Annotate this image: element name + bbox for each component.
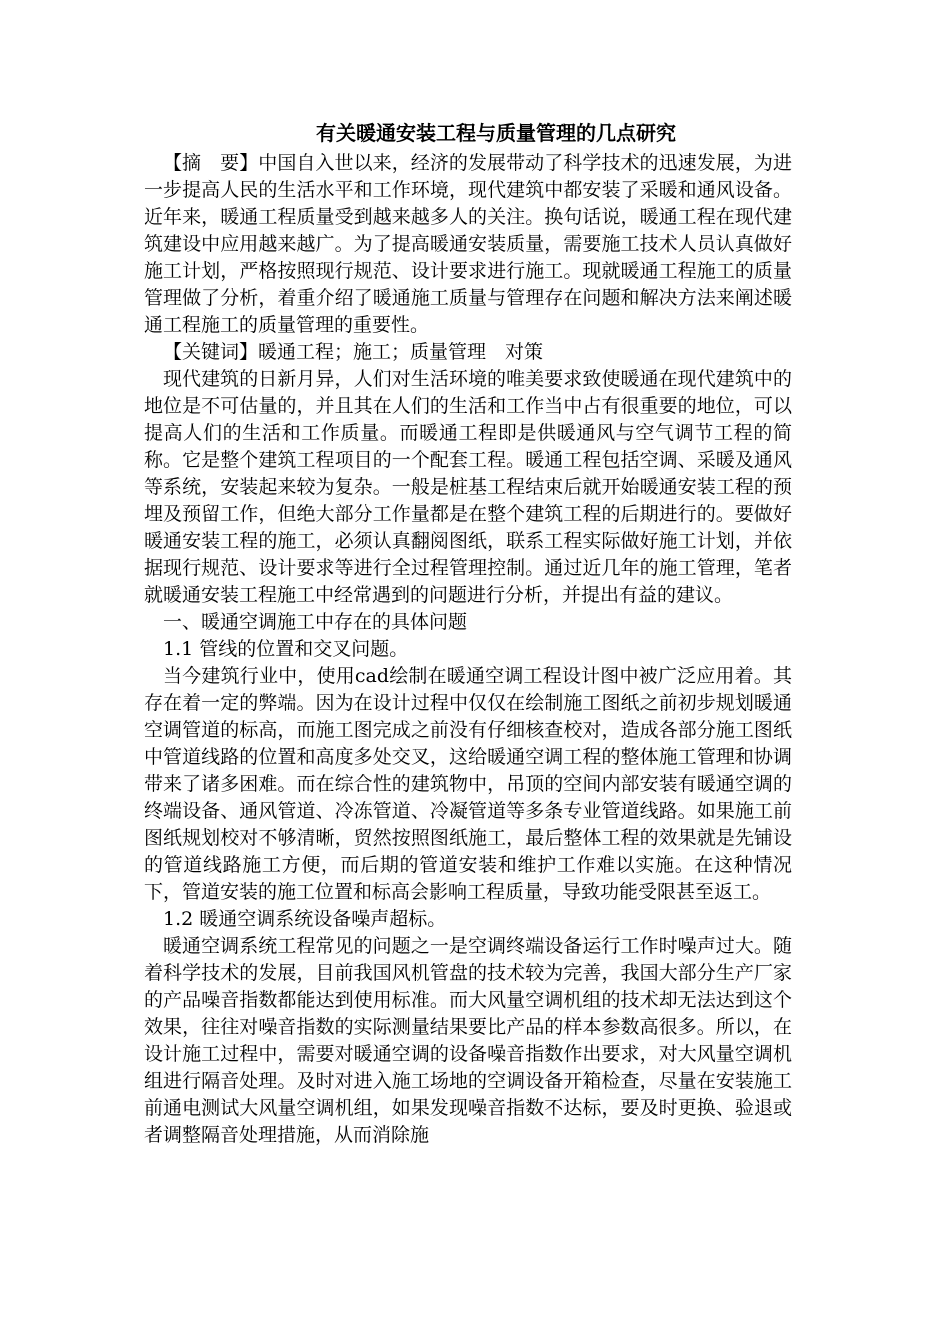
abstract-paragraph: 【摘 要】中国自入世以来，经济的发展带动了科学技术的迅速发展，为进一步提高人民的生活水平和工作环境，现代建筑中都安装了采暖和通风设备。近年来，暖通工程质量受到越来越多人的关注。换句话说，暖通工程在现代建筑建设中应用越来越广。为了提高暖通安装质量，需要施工技术人员认真做好施工计划，严格按照现行规范、设计要求进行施工。现就暖通工程施工的质量管理做了分析，着重介绍了暖通施工质量与管理存在问题和解决方法来阐述暖通工程施工的质量管理的重要性。	[144, 152, 792, 336]
keywords-line: 【关键词】暖通工程；施工；质量管理 对策	[163, 341, 544, 363]
document-title: 有关暖通安装工程与质量管理的几点研究	[316, 121, 676, 145]
subsection-1-1-heading: 1.1 管线的位置和交叉问题。	[163, 638, 409, 660]
subsection-1-2-body: 暖通空调系统工程常见的问题之一是空调终端设备运行工作时噪声过大。随着科学技术的发展，目前我国风机管盘的技术较为完善，我国大部分生产厂家的产品噪音指数都能达到使用标准。而大风量空调机组的技术却无法达到这个效果，往往对噪音指数的实际测量结果要比产品的样本参数高很多。所以，在设计施工过程中，需要对暖通空调的设备噪音指数作出要求，对大风量空调机组进行隔音处理。及时对进入施工场地的空调设备开箱检查，尽量在安装施工前通电测试大风量空调机组，如果发现噪音指数不达标，要及时更换、验退或者调整隔音处理措施，从而消除施	[144, 935, 792, 1146]
intro-paragraph: 现代建筑的日新月异，人们对生活环境的唯美要求致使暖通在现代建筑中的地位是不可估量的，并且其在人们的生活和工作当中占有很重要的地位，可以提高人们的生活和工作质量。而暖通工程即是供暖通风与空气调节工程的简称。它是整个建筑工程项目的一个配套工程。暖通工程包括空调、采暖及通风等系统，安装起来较为复杂。一般是桩基工程结束后就开始暖通安装工程的预埋及预留工作，但绝大部分工作量都是在整个建筑工程的后期进行的。要做好暖通安装工程的施工，必须认真翻阅图纸，联系工程实际做好施工计划，并依据现行规范、设计要求等进行全过程管理控制。通过近几年的施工管理，笔者就暖通安装工程施工中经常遇到的问题进行分析，并提出有益的建议。	[144, 368, 792, 606]
subsection-1-2-heading: 1.2 暖通空调系统设备噪声超标。	[163, 908, 447, 930]
section-1-heading: 一、暖通空调施工中存在的具体问题	[163, 611, 468, 633]
document-page	[144, 118, 792, 1149]
subsection-1-1-body: 当今建筑行业中，使用cad绘制在暖通空调工程设计图中被广泛应用着。其存在着一定的弊端。因为在设计过程中仅仅在绘制施工图纸之前初步规划暖通空调管道的标高，而施工图完成之前没有仔细核查校对，造成各部分施工图纸中管道线路的位置和高度多处交叉，这给暖通空调工程的整体施工管理和协调带来了诸多困难。而在综合性的建筑物中，吊顶的空间内部安装有暖通空调的终端设备、通风管道、冷冻管道、冷凝管道等多条专业管道线路。如果施工前图纸规划校对不够清晰，贸然按照图纸施工，最后整体工程的效果就是先铺设的管道线路施工方便，而后期的管道安装和维护工作难以实施。在这种情况下，管道安装的施工位置和标高会影响工程质量，导致功能受限甚至返工。	[144, 665, 792, 903]
